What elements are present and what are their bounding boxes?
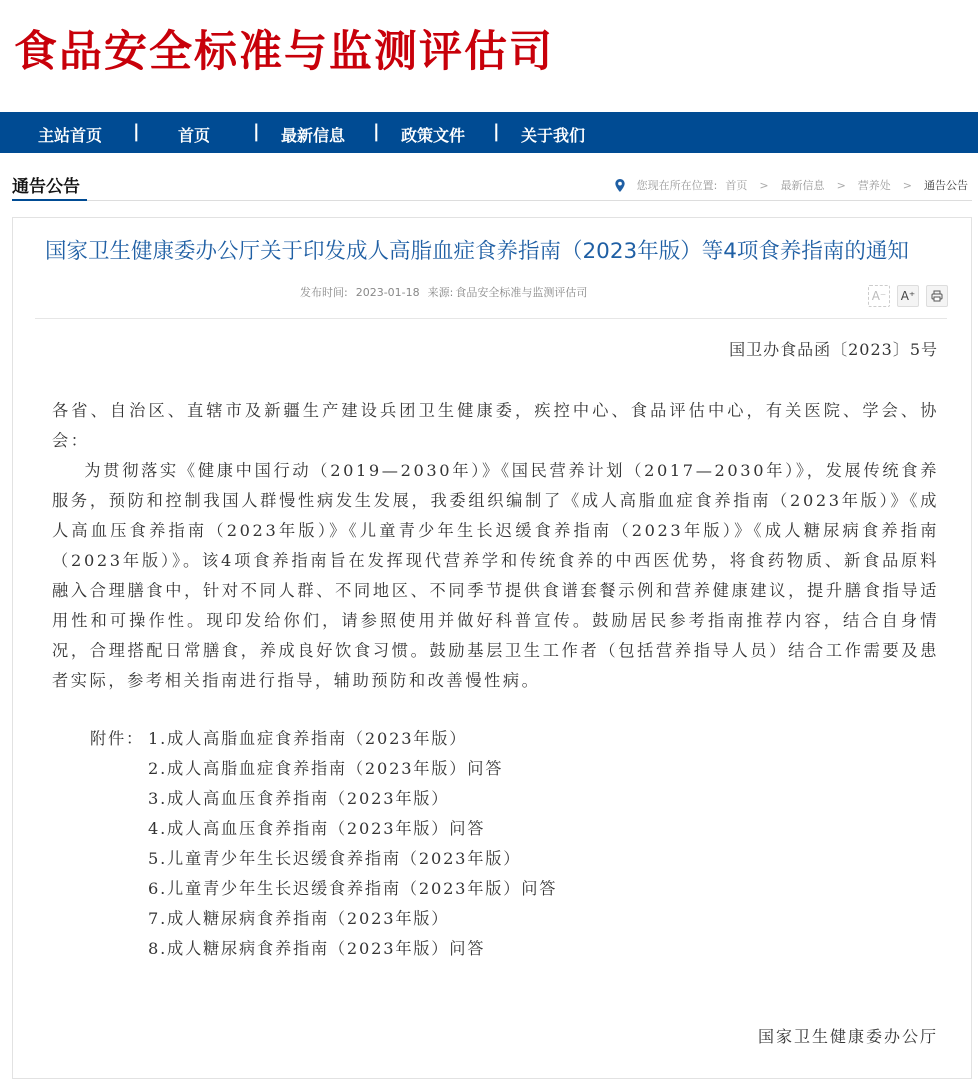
- nav-separator: |: [493, 121, 500, 142]
- nav-separator: |: [133, 121, 140, 142]
- attachments-list: [90, 724, 557, 964]
- publish-date: 2023-01-18: [355, 286, 420, 299]
- breadcrumb: [615, 177, 972, 193]
- nav-item-main-site-home[interactable]: 主站首页: [38, 126, 103, 145]
- source-value: 食品安全标准与监测评估司: [455, 286, 588, 299]
- attachment-item[interactable]: 8.成人糖尿病食养指南（2023年版）问答: [148, 939, 486, 958]
- attachment-item[interactable]: 2.成人高脂血症食养指南（2023年版）问答: [148, 759, 504, 778]
- attachments-label: 附件：: [90, 729, 144, 748]
- attachment-item[interactable]: 3.成人高血压食养指南（2023年版）: [148, 789, 450, 808]
- breadcrumb-item-latest-info[interactable]: 最新信息: [780, 179, 825, 192]
- nav-separator: |: [253, 121, 260, 142]
- font-increase-icon: A⁺: [900, 289, 916, 303]
- attachment-item[interactable]: 4.成人高血压食养指南（2023年版）问答: [148, 819, 486, 838]
- breadcrumb-separator: >: [902, 178, 912, 192]
- breadcrumb-item-home[interactable]: 首页: [725, 179, 748, 192]
- source-label: 来源:: [427, 286, 454, 299]
- printer-icon: [931, 290, 943, 302]
- attachment-item[interactable]: 6.儿童青少年生长迟缓食养指南（2023年版）问答: [148, 879, 558, 898]
- attachment-item[interactable]: 5.儿童青少年生长迟缓食养指南（2023年版）: [148, 849, 522, 868]
- breadcrumb-item-nutrition[interactable]: 营养处: [857, 179, 891, 192]
- nav-separator: |: [373, 121, 380, 142]
- section-divider: [12, 200, 972, 201]
- breadcrumb-item-current[interactable]: 通告公告: [924, 179, 968, 192]
- article-body: [52, 396, 939, 696]
- main-nav: [0, 112, 978, 153]
- nav-item-about-us[interactable]: 关于我们: [521, 126, 586, 145]
- publish-label: 发布时间:: [300, 286, 348, 299]
- section-title-underline: [12, 199, 87, 201]
- salutation: 各省、自治区、直辖市及新疆生产建设兵团卫生健康委，疾控中心、食品评估中心，有关医院、学会、协会：: [52, 401, 939, 450]
- nav-item-policy-docs[interactable]: 政策文件: [401, 126, 466, 145]
- nav-item-home[interactable]: 首页: [178, 126, 211, 145]
- nav-item-latest-info[interactable]: 最新信息: [281, 126, 346, 145]
- meta-divider: [35, 318, 947, 319]
- document-number: 国卫办食品函〔2023〕5号: [729, 340, 938, 359]
- issuer-signature: 国家卫生健康委办公厅: [757, 1027, 938, 1046]
- breadcrumb-prefix: 您现在所在位置:: [636, 179, 718, 192]
- print-button[interactable]: [926, 285, 948, 307]
- article-tools: [868, 285, 948, 307]
- article-title: 国家卫生健康委办公厅关于印发成人高脂血症食养指南（2023年版）等4项食养指南的通知: [45, 239, 909, 264]
- breadcrumb-separator: >: [759, 178, 769, 192]
- breadcrumb-separator: >: [836, 178, 846, 192]
- font-decrease-button[interactable]: [868, 285, 890, 307]
- attachment-item[interactable]: 1.成人高脂血症食养指南（2023年版）: [148, 729, 468, 748]
- location-pin-icon: [615, 179, 625, 192]
- section-title: 通告公告: [12, 177, 80, 197]
- font-increase-button[interactable]: [897, 285, 919, 307]
- body-paragraph: 为贯彻落实《健康中国行动（2019—2030年）》《国民营养计划（2017—2030年）》，发展传统食养服务，预防和控制我国人群慢性病发生发展，我委组织编制了《成人高脂血症食养指南（2023年版）》《成人高血压食养指南（2023年版）》《儿童青少年生长迟缓食养指南（2023年版）》《成人糖尿病食养指南（2023年版）》。该4项食养指南旨在发挥现代营养学和传统食养的中西医优势，将食药物质、新食品原料融入合理膳食中，针对不同人群、不同地区、不同季节提供食谱套餐示例和营养健康建议，提升膳食指导适用性和可操作性。现印发给你们，请参照使用并做好科普宣传。鼓励居民参考指南推荐内容，结合自身情况，合理搭配日常膳食，养成良好饮食习惯。鼓励基层卫生工作者（包括营养指导人员）结合工作需要及患者实际，参考相关指南进行指导，辅助预防和改善慢性病。: [52, 461, 939, 690]
- article-meta: [300, 284, 595, 300]
- site-logo-title[interactable]: 食品安全标准与监测评估司: [14, 27, 554, 77]
- attachment-item[interactable]: 7.成人糖尿病食养指南（2023年版）: [148, 909, 450, 928]
- font-decrease-icon: A⁻: [871, 289, 887, 303]
